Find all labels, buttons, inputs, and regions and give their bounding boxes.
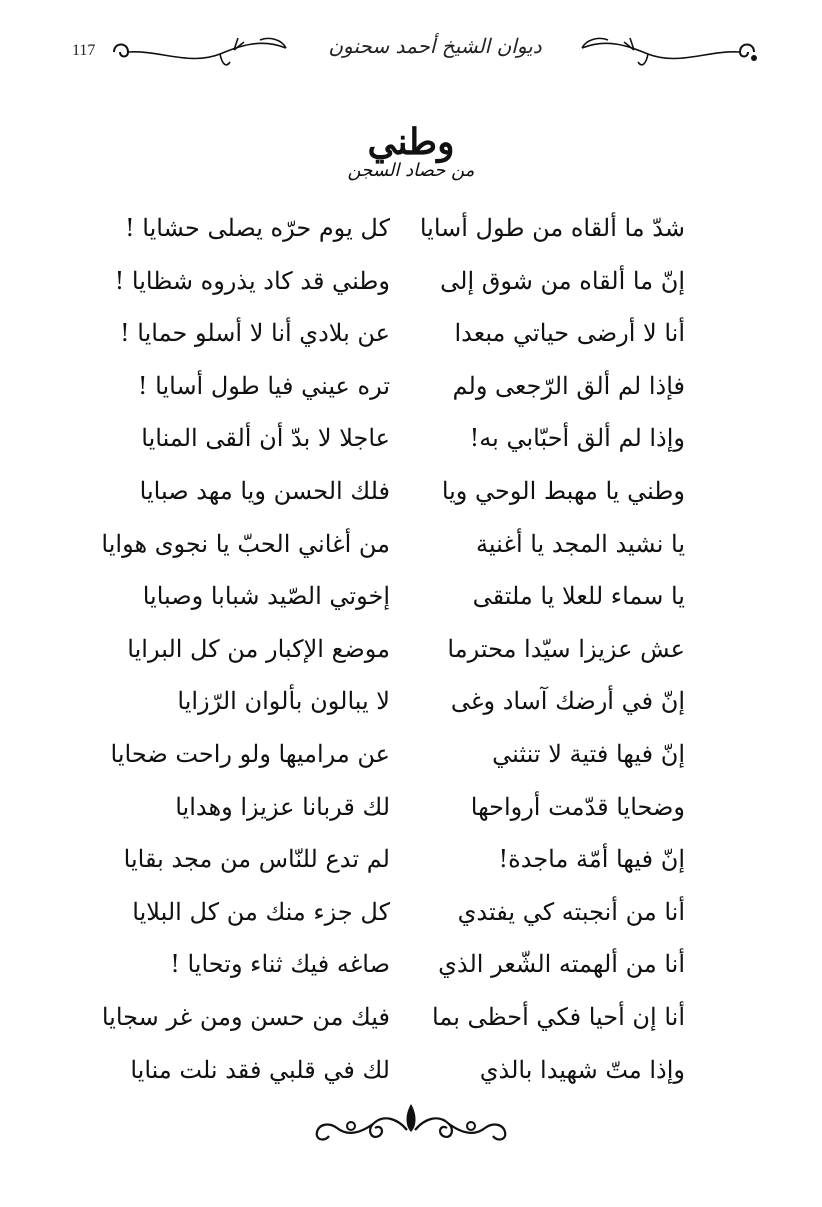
verse-first-hemistich: شدّ ما ألقاه من طول أسايا — [419, 214, 685, 243]
verse-first-hemistich: إنّ ما ألقاه من شوق إلى — [440, 266, 685, 295]
verse-first-hemistich: إنّ فيها فتية لا تنثني — [492, 740, 685, 769]
verse-first-hemistich: أنا لا أرضى حياتي مبعدا — [454, 319, 685, 348]
verse-first-hemistich: فإذا لم ألق الرّجعى ولم — [452, 371, 685, 400]
verse — [110, 728, 685, 781]
verse — [130, 1044, 685, 1097]
poem-body — [101, 202, 685, 1096]
verse-first-hemistich: أنا إن أحيا فكي أحظى بما — [432, 1003, 685, 1031]
footer-ornament — [311, 1100, 511, 1144]
poem-title-block — [0, 120, 822, 182]
verse-second-hemistich: كل جزء منك من كل البلايا — [132, 897, 390, 926]
verse-second-hemistich: عن مراميها ولو راحت ضحايا — [110, 740, 390, 769]
verse — [140, 675, 685, 728]
verse-first-hemistich: يا سماء للعلا يا ملتقى — [472, 582, 685, 611]
verse-second-hemistich: لك في قلبي فقد نلت منايا — [130, 1055, 390, 1084]
verse-second-hemistich: لم تدع للنّاس من مجد بقايا — [123, 845, 390, 874]
poem-subtitle: من حصاد السجن — [347, 160, 475, 181]
verse — [140, 465, 685, 518]
verse-first-hemistich: وإذا متّ شهيدا بالذي — [479, 1055, 685, 1084]
verse — [140, 412, 685, 465]
verse — [140, 938, 685, 991]
verse-second-hemistich: لك قربانا عزيزا وهدايا — [175, 792, 390, 821]
verse-first-hemistich: أنا من ألهمته الشّعر الذي — [438, 950, 685, 979]
verse — [123, 833, 685, 886]
verse — [120, 307, 685, 360]
verse — [140, 781, 685, 834]
verse-second-hemistich: من أغاني الحبّ يا نجوى هوايا — [101, 529, 390, 558]
verse — [125, 202, 685, 255]
verse — [101, 518, 685, 571]
header-book-title: ديوان الشيخ أحمد سحنون — [328, 34, 542, 58]
verse-first-hemistich: أنا من أنجبته كي يفتدي — [457, 897, 685, 926]
verse-first-hemistich: وإذا لم ألق أحبّابي به! — [469, 424, 685, 453]
verse-first-hemistich: وضحايا قدّمت أرواحها — [470, 792, 685, 821]
verse-first-hemistich: إنّ فيها أمّة ماجدة! — [498, 845, 685, 874]
verse-second-hemistich: وطني قد كاد يذروه شظايا ! — [114, 266, 390, 295]
verse-second-hemistich: موضع الإكبار من كل البرايا — [127, 634, 390, 663]
page-header — [70, 28, 760, 72]
verse-second-hemistich: تره عيني فيا طول أسايا ! — [137, 371, 390, 400]
verse — [137, 360, 685, 413]
verse-second-hemistich: صاغه فيك ثناء وتحايا ! — [170, 950, 390, 979]
verse — [101, 991, 685, 1044]
verse-second-hemistich: لا يبالون بألوان الرّزايا — [177, 687, 390, 716]
verse-first-hemistich: وطني يا مهبط الوحي ويا — [441, 477, 685, 506]
verse — [114, 255, 685, 308]
verse-first-hemistich: عش عزيزا سيّدا محترما — [447, 634, 685, 663]
header-ornament-left — [110, 32, 290, 72]
poem-title: وطني — [367, 121, 455, 163]
verse-second-hemistich: إخوتي الصّيد شبابا وصبايا — [142, 582, 390, 611]
verse — [132, 886, 685, 939]
verse-first-hemistich: يا نشيد المجد يا أغنية — [476, 529, 685, 558]
page-number: 117 — [72, 42, 96, 59]
verse-first-hemistich: إنّ في أرضك آساد وغى — [450, 687, 685, 716]
header-ornament-right — [578, 32, 758, 72]
verse — [140, 570, 685, 623]
verse-second-hemistich: عن بلادي أنا لا أسلو حمايا ! — [120, 319, 390, 348]
verse-second-hemistich: عاجلا لا بدّ أن ألقى المنايا — [141, 424, 390, 453]
verse-second-hemistich: فلك الحسن ويا مهد صبايا — [139, 477, 390, 506]
verse-second-hemistich: كل يوم حرّه يصلى حشايا ! — [125, 214, 390, 243]
verse-second-hemistich: فيك من حسن ومن غر سجايا — [101, 1003, 390, 1031]
verse — [127, 623, 685, 676]
